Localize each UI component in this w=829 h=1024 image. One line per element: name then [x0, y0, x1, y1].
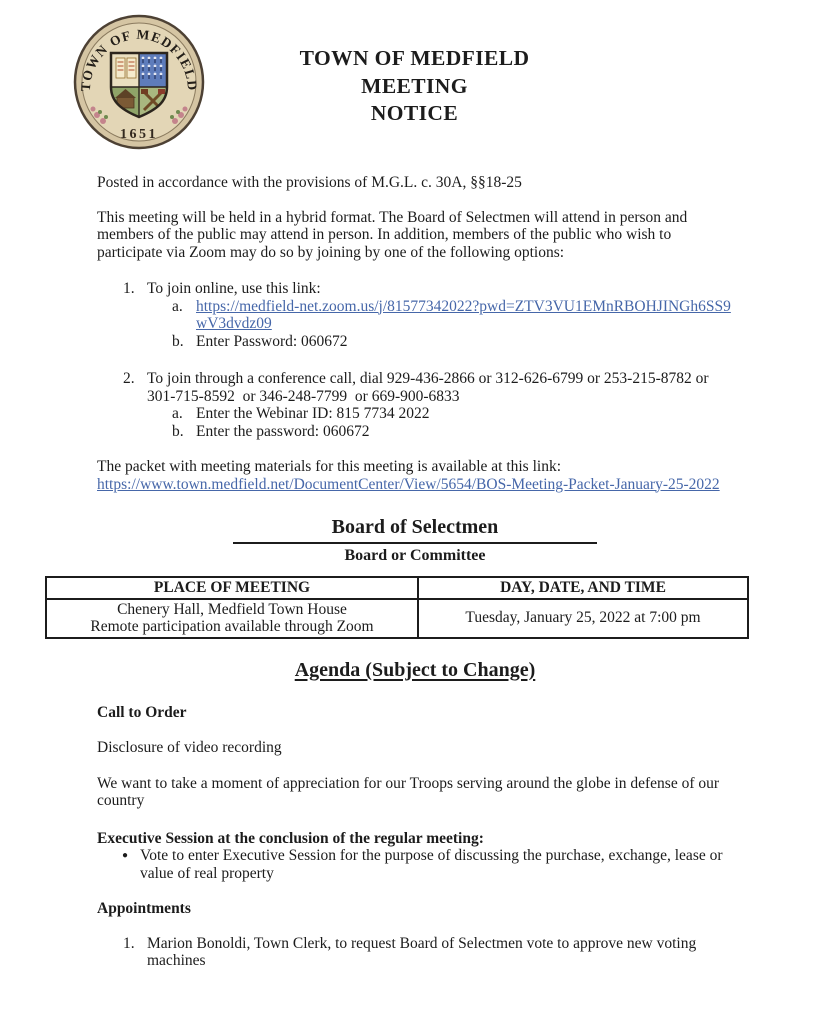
- table-row: [46, 599, 748, 638]
- executive-session-bullet-text: Vote to enter Executive Session for the purpose of discussing the purchase, exchange, lease or value of real property: [140, 847, 723, 882]
- agenda-title: Agenda (Subject to Change): [294, 658, 536, 681]
- join-option-phone: [97, 370, 733, 440]
- document-title: [0, 45, 829, 128]
- join-option-online: [97, 280, 733, 350]
- executive-session-heading: Executive Session at the conclusion of the regular meeting:: [97, 829, 484, 847]
- packet-paragraph: [97, 458, 733, 493]
- webinar-id-text: Enter the Webinar ID: 815 7734 2022: [196, 405, 430, 422]
- datetime-header-cell: DAY, DATE, AND TIME: [418, 577, 748, 599]
- join-online-label: To join online, use this link:: [147, 280, 321, 297]
- posted-note: Posted in accordance with the provisions of M.G.L. c. 30A, §§18-25: [97, 174, 522, 191]
- title-line-1: TOWN OF MEDFIELD: [299, 46, 530, 70]
- table-header-row: [46, 577, 748, 599]
- place-header-cell: PLACE OF MEETING: [46, 577, 418, 599]
- call-to-order-heading: Call to Order: [97, 703, 187, 721]
- bullet-icon: ●: [122, 850, 129, 861]
- video-disclosure-text: Disclosure of video recording: [97, 739, 282, 756]
- datetime-cell: Tuesday, January 25, 2022 at 7:00 pm: [418, 599, 748, 638]
- list-marker: 1.: [123, 280, 135, 297]
- list-marker: a.: [172, 297, 183, 315]
- place-line-1: Chenery Hall, Medfield Town House: [117, 600, 347, 618]
- board-name: Board of Selectmen: [233, 515, 597, 544]
- executive-session-bullet: [97, 847, 733, 882]
- title-line-3: NOTICE: [370, 101, 459, 125]
- appointment-item-1: [97, 935, 733, 970]
- meeting-table: [45, 576, 749, 639]
- list-marker: b.: [172, 422, 184, 440]
- hybrid-format-paragraph: This meeting will be held in a hybrid format. The Board of Selectmen will attend in person and members of the public may attend in person. In addition, members of the public who wish to participate via Zoom may do so by joining by one of the following options:: [97, 208, 688, 261]
- packet-link[interactable]: https://www.town.medfield.net/DocumentCenter/View/5654/BOS-Meeting-Packet-January-25-2022: [97, 475, 720, 493]
- list-marker: a.: [172, 405, 183, 422]
- troops-appreciation-text: We want to take a moment of appreciation for our Troops serving around the globe in defense of our country: [97, 774, 720, 809]
- list-marker: 2.: [123, 370, 135, 387]
- place-cell: [46, 599, 418, 638]
- phone-password-text: Enter the password: 060672: [196, 422, 370, 440]
- list-marker: 1.: [123, 934, 135, 952]
- appointment-item-1-text: Marion Bonoldi, Town Clerk, to request Board of Selectmen vote to approve new voting machines: [147, 934, 697, 969]
- seal-year-text: 1651: [120, 127, 158, 142]
- packet-intro-text: The packet with meeting materials for this meeting is available at this link:: [97, 458, 562, 475]
- online-password-text: Enter Password: 060672: [196, 332, 348, 350]
- seal-arc-text: TOWN OF MEDFIELD: [77, 26, 201, 92]
- zoom-meeting-link[interactable]: https://medfield-net.zoom.us/j/81577342022?pwd=ZTV3VU1EMnRBOHJINGh6SS9wV3dvdz09: [196, 297, 731, 332]
- place-line-2: Remote participation available through Zoom: [90, 618, 374, 635]
- board-or-committee-label: Board or Committee: [344, 547, 486, 564]
- conference-call-numbers: To join through a conference call, dial 929-436-2866 or 312-626-6799 or 253-215-8782 or 301-715-8592 or 346-248-7799 or 669-900-6833: [147, 370, 713, 405]
- title-line-2: MEETING: [361, 73, 468, 98]
- list-marker: b.: [172, 332, 184, 350]
- appointments-heading: Appointments: [97, 900, 191, 917]
